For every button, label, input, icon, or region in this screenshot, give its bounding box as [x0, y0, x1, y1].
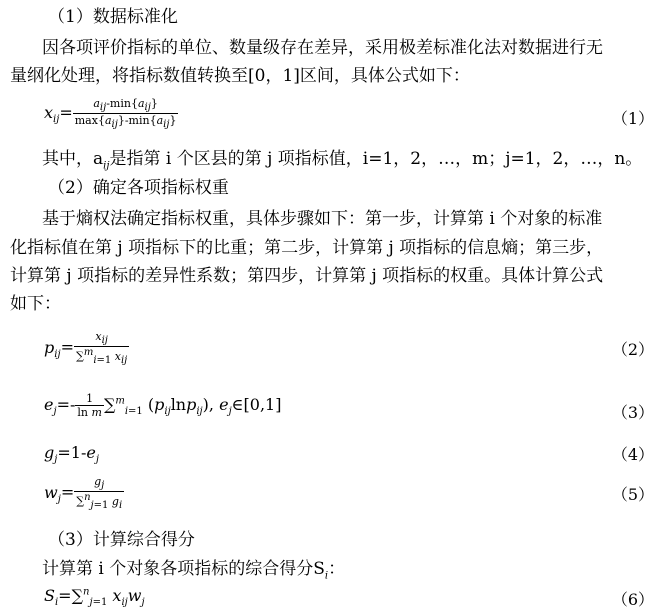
paragraph-line: 因各项评价指标的单位、数量级存在差异，采用极差标准化法对数据进行无	[42, 38, 603, 58]
equation-1: $x_{ij}=$ $\frac{a_{ij}-\min\{a_{ij}\}}{\max\{a_{ij}\}-\min\{a_{ij}\}}$	[44, 97, 177, 131]
equation-number: （5）	[611, 485, 654, 504]
equation-number: （3）	[611, 403, 654, 422]
paragraph-line: 如下：	[10, 294, 61, 314]
equation-4: $g_j=1-e_j$	[44, 443, 99, 466]
section-1-heading: （1）数据标准化	[48, 7, 178, 27]
equation-number: （1）	[611, 109, 654, 128]
equation-2: $p_{ij}=$ $\frac{x_{ij}}{\sum^m_{i=1} x_{ij}}$	[44, 330, 128, 367]
equation-3: $e_j=-$ $\frac{1}{\text{ln m}}$ ∑$^m_{i=1}$ $(p_{ij}\ln p_{ij})$, $e_j\in[0,1]$	[44, 392, 282, 419]
paragraph-line: 计算第 j 项指标的差异性系数；第四步，计算第 j 项指标的权重。具体计算公式	[10, 266, 604, 286]
equation-6: $S_i=\sum^n_{j=1}$ $x_{ij}w_j$	[44, 586, 145, 609]
paragraph-line: 基于熵权法确定指标权重，具体步骤如下：第一步，计算第 i 个对象的标准	[42, 209, 603, 229]
equation-number: （6）	[611, 590, 654, 609]
paragraph-line: 化指标值在第 j 项指标下的比重；第二步，计算第 j 项指标的信息熵；第三步，	[10, 238, 604, 258]
paragraph-line: 其中，$a_{ij}$是指第 i 个区县的第 j 项指标值，i=1，2，…，m；j=1，2，…，n。	[42, 149, 643, 172]
equation-number: （4）	[611, 445, 654, 464]
paragraph-line: 计算第 i 个对象各项指标的综合得分$S_i$：	[42, 559, 346, 582]
equation-5: $w_j=$ $\frac{g_j}{\sum^n_{j=1} g_i}$	[44, 475, 123, 512]
paragraph-line: 量纲化处理，将指标数值转换至[0，1]区间，具体公式如下：	[10, 66, 470, 86]
equation-number: （2）	[611, 340, 654, 359]
section-2-heading: （2）确定各项指标权重	[48, 178, 229, 198]
section-3-heading: （3）计算综合得分	[48, 530, 195, 550]
